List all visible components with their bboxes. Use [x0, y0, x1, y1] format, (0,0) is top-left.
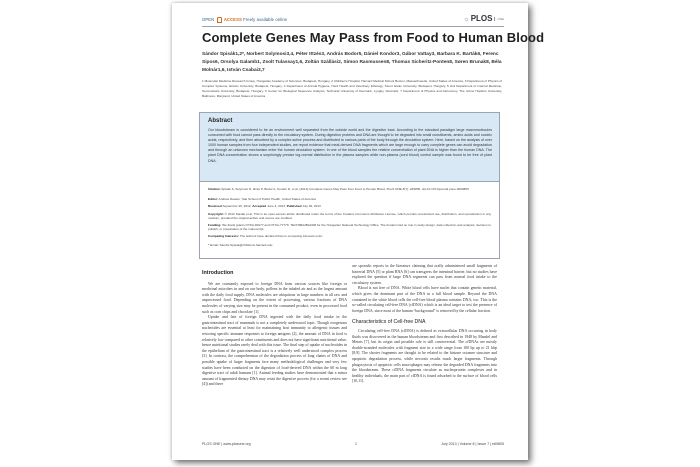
paragraph: Blood is not free of DNA. White blood cells have nuclei that contain genetic material, which gives the dominant part of the DNA in a full blood sample. Beyond the DNA contained in the white blood cells the cell-free blood plasma contains DNA, too. This is the so-called circulating cell-free DNA (cfDNA) which is an ideal target to test the presence of foreign DNA, since most of the human “background” is removed by the cellular fraction.: [352, 286, 497, 313]
paragraph: Uptake and fate of foreign DNA ingested with the daily food intake in the gastrointestinal tract of mammals is not a completely understood topic. Though exogenous nucleotides are essential at least for maintaining host immunity to allergenic tissues and restoring specific immune responses to foreign antigens [2], the amount of DNA in food is relatively low compared to other constituents and does not have significant nutritional value, hence nutritional studies rarely deal with this issue. The final step of uptake of nucleotides in the epithelium of the gastrointestinal tract is a relatively well understood complex process [3]. In contrast, the comprehension of the degradation process of long chains of DNA and possible uptake of larger fragments face many methodological challenges and very few studies have been conducted on the digestion of food-derived DNA within the 60 m long digestive tract of adult humans [1]. Animal feeding studies have demonstrated that a minor amount of fragmented dietary DNA may resist the digestive process (for a recent review see [4]) and there: [202, 315, 347, 387]
cfdna-heading: Characteristics of Cell-free DNA: [352, 319, 426, 326]
copyright: Copyright: © 2013 Spisák et al. This is an open-access article distributed under the terms of the Creative Commons Attribution License, which permits unrestricted use, distribution, and reproduction in any medium, provided the original author and source are credited.: [208, 212, 491, 221]
dates: Received September 25, 2012; Accepted June 4, 2013; Published July 30, 2013: [208, 204, 321, 208]
journal-header: [202, 16, 504, 27]
abstract-box: [199, 112, 500, 182]
open-access-badge[interactable]: OPEN ACCESS Freely available online: [202, 17, 288, 23]
issue-info: July 2013 | Volume 8 | Issue 7 | e69805: [441, 442, 504, 446]
abstract-heading: Abstract: [208, 118, 233, 124]
affiliations: 1 Molecular Medicine Research Group, Hungarian Academy of Sciences, Budapest, Hungary, 2 Children's Hospital, Harvard Medical School Boston, Massachusetts, United States of America, 3 Department of Physics of Complex Systems, Eötvös University, Budapest, Hungary, 4 Department of Animal Hygiene, Herd Health and Veterinary Ethology, Szent István University, Budapest, Hungary, 5 2nd Department of Internal Medicine, Semmelweis University, Budapest, Hungary, 6 Center for Biological Sequence Analysis, Technical University of Denmark, Lyngby, Denmark, 7 Department of Physics and Astronomy, The Johns Hopkins University, Baltimore, Maryland, United States of America: [202, 79, 502, 98]
journal-url[interactable]: PLOS ONE | www.plosone.org: [202, 442, 251, 446]
left-column: [202, 271, 347, 388]
editor: Editor: Andrew Dewan, Yale School of Public Health, United States of America: [208, 197, 316, 201]
paragraph: Circulating cell-free DNA (cfDNA) is defined as extracellular DNA occurring in body fluids was discovered in the human bloodstream and first described in 1948 by Mandel and Metais [7], but its origin and possible role is still controversial. The cfDNAs are mostly double-stranded molecules with fragment size in a wide range from 100 bp up to 21 kbp [8,9]. The shorter fragments are thought to be related to the histone octamer structure and apoptotic degradation process, while necrosis results much larger fragments. Through phagocytosis of apoptotic cells macrophages may release the degraded DNA fragments into the bloodstream. These cfDNA fragments circulate as nucleoprotein complexes and in healthy individuals, the main part of cfDNA is found adsorbed to the surface of blood cells [10,11].: [352, 328, 497, 384]
paragraph: are sporadic reports in the literature claiming that orally administered small fragments of bacterial DNA [5] or plant RNA [6] can transgress the intestinal barrier, but no studies have explored the question if large DNA segments can pass from normal food intake to the circulatory system.: [352, 264, 497, 285]
open-lock-icon: [217, 17, 222, 23]
funding: Funding: We thank grants OTKA-80177 and OTKA-77779, TECH08A2BioD08 for the Hungarian National Technology Office. The funders had no role in study design, data collection and analysis, decision to publish, or preparation of the manuscript.: [208, 223, 491, 232]
competing-interests: Competing Interests: The authors have declared that no competing interests exist.: [208, 234, 323, 238]
author-list: Sándor Spisák1,2*, Norbert Solymosi3,4, Péter Ittzés3, András Bodor5, Dániel Kondor3, Gábor Vattay3, Barbara K. Barták6, Ferenc Sipos6, Orsolya Galamb1, Zsolt Tulassay1,6, Zoltán Szállási2, Simon Rasmussen8, Thomas Sicheritz-Ponten8, Søren Brunak8, Béla Molnár1,6, István Csabai3,7: [202, 52, 502, 73]
corresponding-email[interactable]: * Email: Sandor.Spisak@childrens.harvard.edu: [208, 243, 273, 247]
article-metadata: [199, 182, 500, 259]
abstract-text: Our bloodstream is considered to be an environment well separated from the outside world and the digestive tract. According to the standard paradigm large macromolecules consumed with food cannot pass directly to the circulatory system. During digestion proteins and DNA are thought to be degraded into small constituents, amino acids and nucleic acids, respectively, and then absorbed by a complex active process and distributed to various parts of the body through the circulation system. Here, based on the analysis of over 1000 human samples from four independent studies, we report evidence that meal-derived DNA fragments which are large enough to carry complete genes can avoid degradation and through an unknown mechanism enter the human circulation system. In one of the blood samples the relative concentration of plant DNA is higher than the human DNA. The plant DNA concentration shows a surprisingly precise log-normal distribution in the plasma samples while non-plasma (cord blood) control sample was found to be free of plant DNA.: [208, 128, 492, 163]
paragraph: We are constantly exposed to foreign DNA from various sources like foreign or medicinal microbes in and on our body, pollens in the inhaled air and as the largest amount with the daily food supply. DNA molecules are ubiquitous in large numbers in all raw and unprocessed food. Depending on the extent of processing, various fractions of DNA molecules of varying size may be present in the consumed product, even in processed food such as corn chips and chocolate [1].: [202, 281, 347, 314]
citation: Citation: Spisák S, Solymosi N, Ittzés P, Bodor A, Kondor D, et al. (2013) Complete Genes May Pass from Food to Human Blood. PLoS ONE 8(7): e69805. doi:10.1371/journal.pone.0069805: [208, 187, 469, 191]
plos-logo: ☼PLOS ONE: [463, 14, 504, 23]
article-title: Complete Genes May Pass from Food to Human Blood: [202, 30, 545, 45]
paper-page: [172, 3, 545, 460]
right-column: [352, 264, 497, 385]
introduction-heading: Introduction: [202, 270, 234, 276]
page-number: 1: [355, 442, 357, 446]
plos-sun-icon: ☼: [463, 16, 470, 23]
